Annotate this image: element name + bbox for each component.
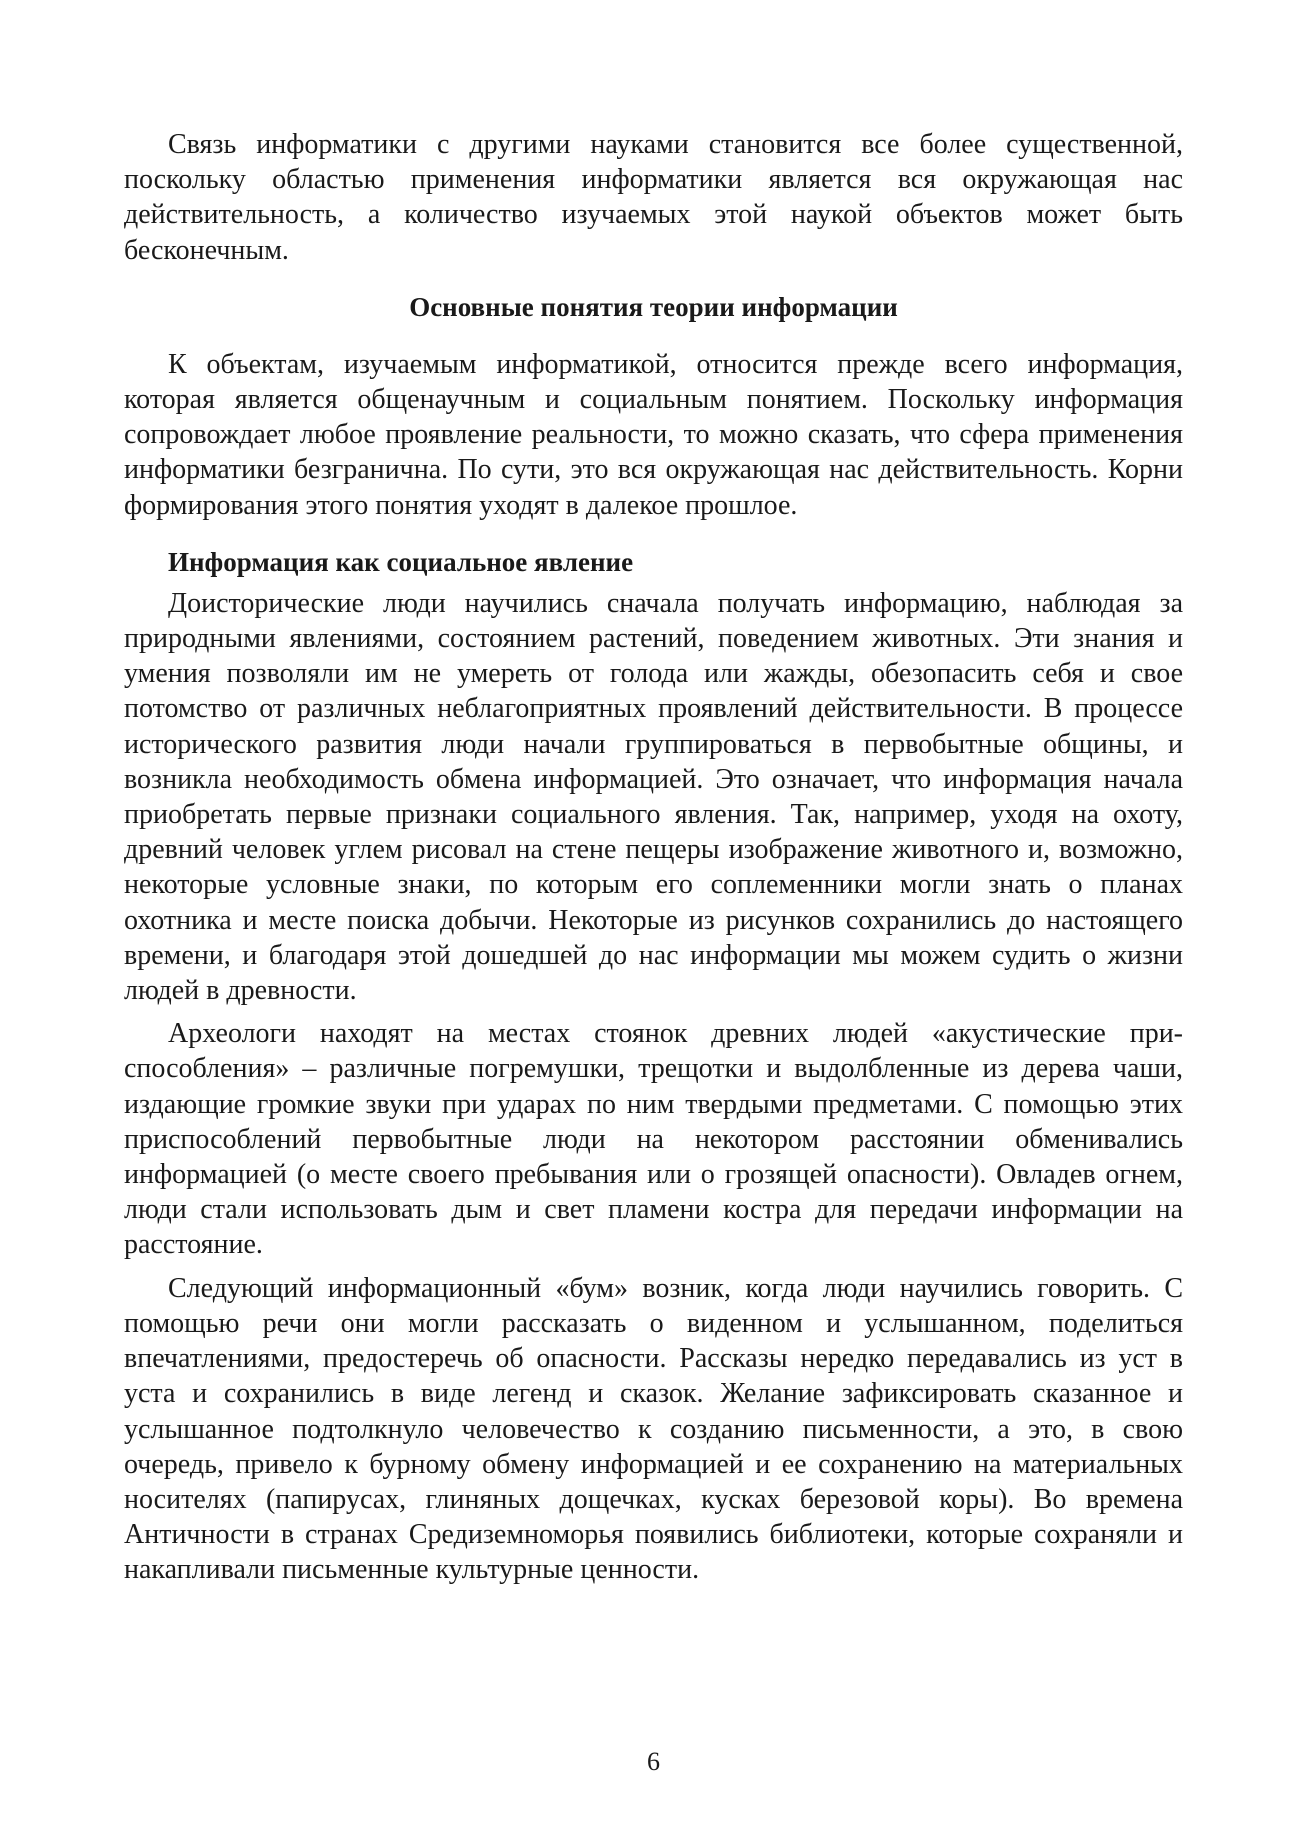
paragraph-archaeology: Археологи находят на местах стоянок древних людей «акустические приспособления» – различные погремушки, трещотки и выдолбленные из дерева чаши, издающие громкие звуки при ударах по ним твердыми предметами. С помощью этих приспособлений первобытные люди на некотором расстоянии обменивались информацией (о месте своего пребывания или о грозящей опасности). Овладев огнем, люди стали использовать дым и свет пламени костра для передачи информации на расстояние.	[124, 1018, 1183, 1261]
page-number: 6	[647, 1747, 660, 1776]
paragraph-speech: Следующий информационный «бум» возник, когда люди научились говорить. С помощью речи они могли рассказать о виденном и услышанном, поделиться впечатлениями, предостеречь об опасности. Рассказы нередко передавались из уст в уста и сохранились в виде легенд и сказок. Желание зафиксировать сказанное и услышанное подтолкнуло человечество к созданию письменности, а это, в свою очередь, привело к бурному обмену информацией и ее сохранению на материальных носителях (папирусах, глиняных дощечках, кусках березовой коры). Во времена Античности в странах Средиземноморья появились библиотеки, которые сохраняли и накапливали письменные культурные ценности.	[124, 1272, 1183, 1586]
page-body	[124, 127, 1183, 1588]
paragraph-objects: К объектам, изучаемым информатикой, относится прежде всего информация, которая является общенаучным и социальным понятием. Поскольку информация сопровождает любое проявление реальности, то можно сказать, что сфера применения информатики безгранична. По сути, это вся окружающая нас действительность. Корни формирования этого понятия уходят в далекое прошлое.	[124, 348, 1183, 521]
subsection-heading-social: Информация как социальное явление	[168, 546, 634, 577]
paragraph-intro: Связь информатики с другими науками становится все более существенной, поскольку областью применения информатики является вся окружающая нас действительность, а количество изучаемых этой наукой объектов может быть бесконечным.	[124, 129, 1183, 266]
section-heading-main: Основные понятия теории информации	[409, 291, 898, 322]
paragraph-prehistoric: Доисторические люди научились сначала получать информацию, наблюдая за природными явлениями, состоянием растений, поведением животных. Эти знания и умения позволяли им не умереть от голода или жажды, обезопасить себя и свое потомство от различных неблагоприятных проявлений действительности. В процессе исторического развития люди начали группироваться в первобытные общины, и возникла необходимость обмена информацией. Это означает, что информация начала приобретать первые признаки социального явления. Так, например, уходя на охоту, древний человек углем рисовал на стене пещеры изображение животного и, возможно, некоторые условные знаки, по которым его соплеменники могли знать о планах охотника и месте поиска добычи. Некоторые из рисунков сохранились до настоящего времени, и благодаря этой дошедшей до нас информации мы можем судить о жизни людей в древности.	[124, 587, 1183, 1007]
